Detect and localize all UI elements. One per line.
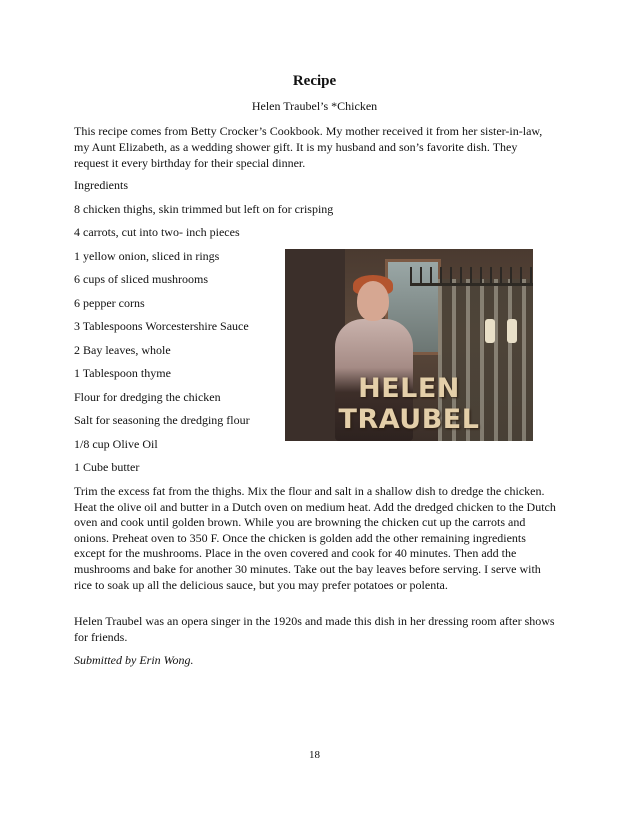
note-paragraph: Helen Traubel was an opera singer in the 1920s and made this dish in her dressing room after shows for friends. [74,614,555,644]
ingredient-item: 1 yellow onion, sliced in rings [74,249,220,263]
page-number: 18 [309,749,320,761]
page-title: Recipe [292,73,337,89]
photo-railing [410,267,533,286]
ingredient-item: 6 cups of sliced mushrooms [74,272,208,286]
ingredient-item: 8 chicken thighs, skin trimmed but left on for crisping [74,202,334,216]
intro-paragraph: This recipe comes from Betty Crocker’s Cookbook. My mother received it from her sister-in-law, my Aunt Elizabeth, as a wedding shower gift. It is my husband and son’s favorite dish. They request it every birthday for their special dinner. [74,124,543,170]
ingredient-item: 1/8 cup Olive Oil [74,437,158,451]
helen-traubel-photo [285,249,533,441]
ingredient-item: Salt for seasoning the dredging flour [74,413,250,427]
ingredient-item: Flour for dredging the chicken [74,390,221,404]
ingredient-item: 2 Bay leaves, whole [74,343,171,357]
photo-lamp [507,319,517,343]
photo-lamp [485,319,495,343]
ingredients-heading: Ingredients [74,178,128,192]
ingredient-item: 4 carrots, cut into two- inch pieces [74,225,240,239]
ingredient-item: 6 pepper corns [74,296,145,310]
ingredient-item: 1 Cube butter [74,460,140,474]
recipe-name: Helen Traubel’s *Chicken [251,99,378,113]
photo-figure-head [357,281,389,321]
ingredient-item: 1 Tablespoon thyme [74,366,171,380]
photo-caption-text: HELEN TRAUBEL [338,373,480,435]
submitted-by: Submitted by Erin Wong. [74,653,194,667]
ingredient-item: 3 Tablespoons Worcestershire Sauce [74,319,249,333]
instructions-paragraph: Trim the excess fat from the thighs. Mix the flour and salt in a shallow dish to dredge the chicken. Heat the olive oil and butter in a Dutch oven on medium heat. Add the dredged chicken to the Dutch oven and cook until golden brown. While you are browning the chicken cut up the carrots and onions. Preheat oven to 350 F. Once the chicken is golden add the other remaining ingredients except for the mushrooms. Place in the oven covered and cook for 40 minutes. Then add the mushrooms and bake for another 30 minutes. Take out the bay leaves before serving. I serve with rice to soak up all the delicious sauce, but you may prefer potatoes or polenta. [74,484,556,592]
